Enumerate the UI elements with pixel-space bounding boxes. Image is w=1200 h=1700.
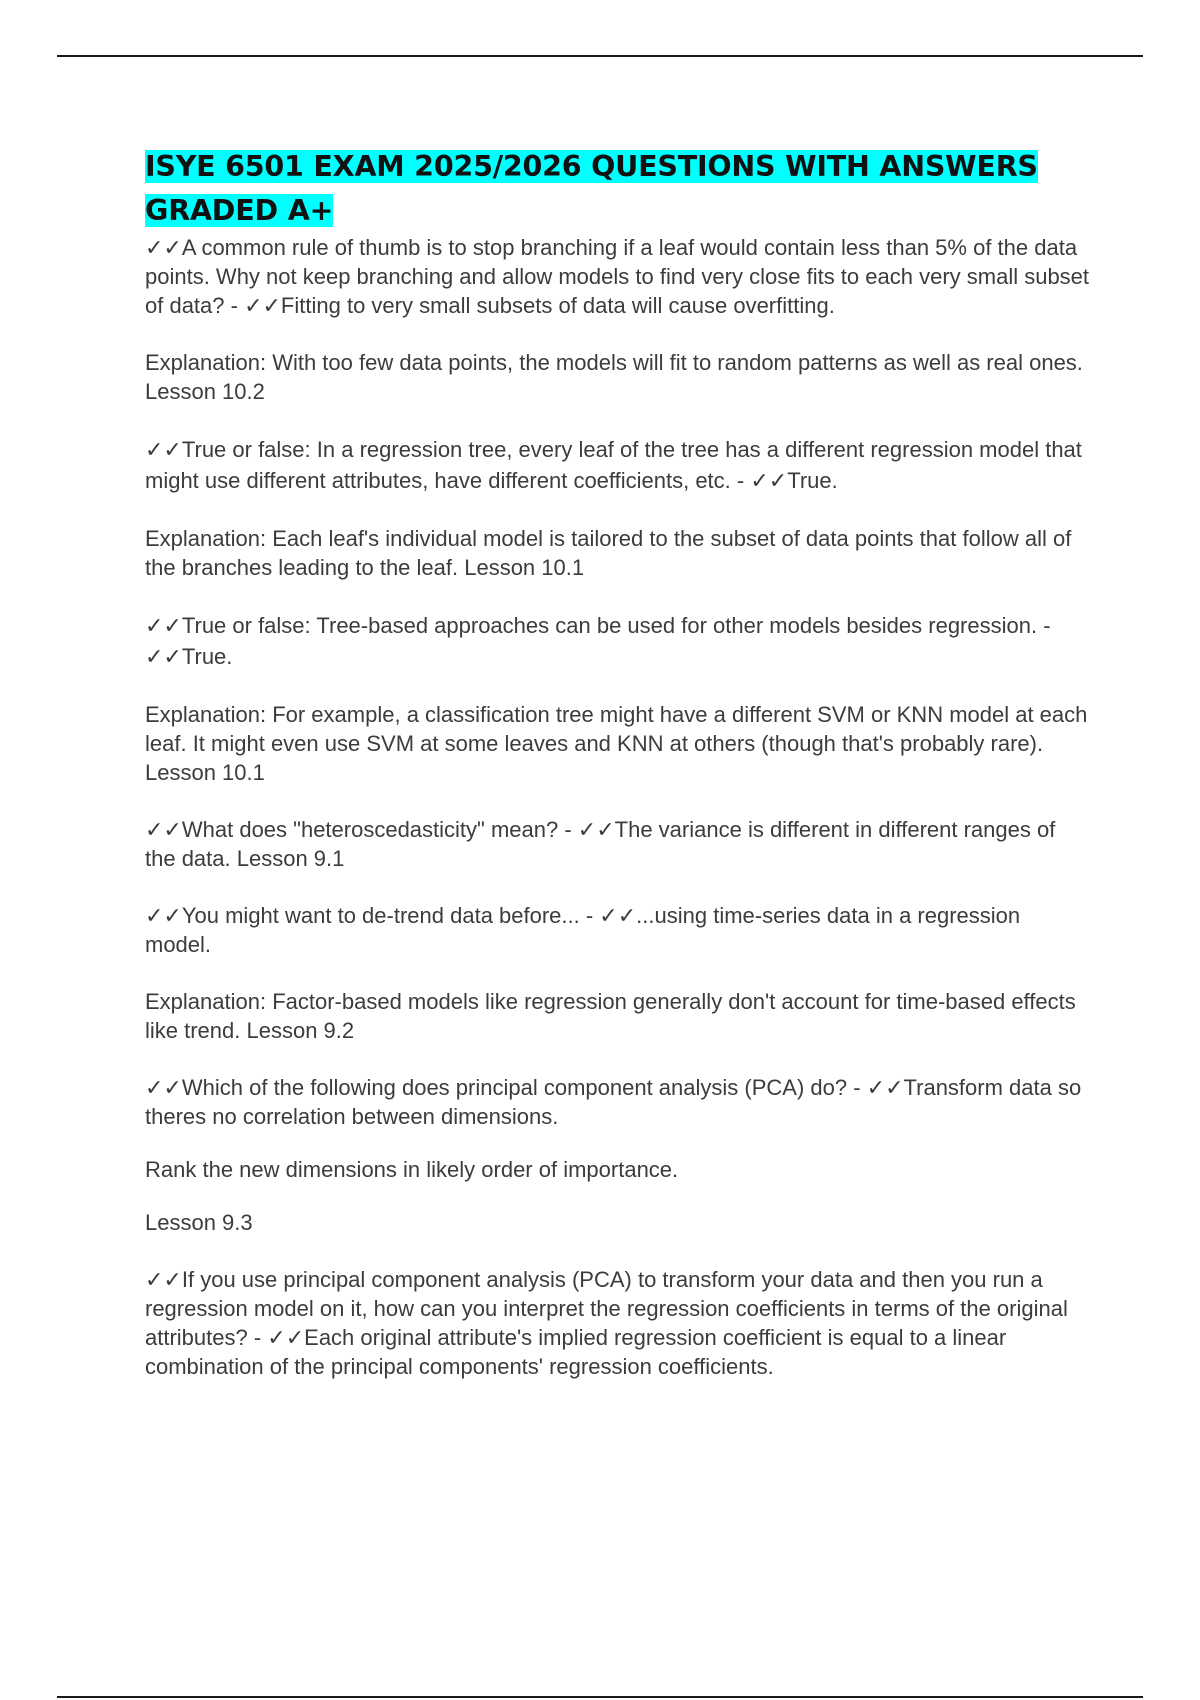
- question-paragraph: ✓✓What does "heteroscedasticity" mean? - ✓✓The variance is different in different ranges of the data. Lesson 9.1: [145, 817, 1056, 871]
- question-paragraph: ✓✓A common rule of thumb is to stop branching if a leaf would contain less than 5% of the data points. Why not keep branching and allow models to find very close fits to each very small subset of data? - ✓✓Fitting to very small subsets of data will cause overfitting.: [145, 235, 1090, 318]
- document-body: [145, 145, 1090, 1381]
- document-title: [145, 145, 1090, 233]
- explanation-paragraph: Explanation: For example, a classification tree might have a different SVM or KNN model at each leaf. It might even use SVM at some leaves and KNN at others (though that's probably rare). Lesson 10.1: [145, 702, 1088, 785]
- title-highlight: ISYE 6501 EXAM 2025/2026 QUESTIONS WITH ANSWERS GRADED A+: [145, 150, 1038, 227]
- question-paragraph: ✓✓Which of the following does principal component analysis (PCA) do? - ✓✓Transform data so theres no correlation between dimensions.: [145, 1075, 1082, 1129]
- explanation-paragraph: Explanation: With too few data points, the models will fit to random patterns as well as real ones. Lesson 10.2: [145, 350, 1083, 404]
- explanation-paragraph: Explanation: Each leaf's individual model is tailored to the subset of data points that follow all of the branches leading to the leaf. Lesson 10.1: [145, 526, 1072, 580]
- lesson-reference: Lesson 9.3: [145, 1210, 253, 1235]
- question-paragraph: ✓✓True or false: In a regression tree, every leaf of the tree has a different regression model that might use different attributes, have different coefficients, etc. - ✓✓True.: [145, 437, 1082, 493]
- footer-rule: [57, 1696, 1143, 1698]
- question-paragraph: ✓✓If you use principal component analysis (PCA) to transform your data and then you run a regression model on it, how can you interpret the regression coefficients in terms of the original attributes? - ✓✓Each original attribute's implied regression coefficient is equal to a linear combination of the principal components' regression coefficients.: [145, 1267, 1068, 1379]
- answer-continuation: Rank the new dimensions in likely order of importance.: [145, 1157, 679, 1182]
- header-rule: [57, 55, 1143, 57]
- question-paragraph: ✓✓You might want to de-trend data before... - ✓✓...using time-series data in a regression model.: [145, 903, 1021, 957]
- question-paragraph: ✓✓True or false: Tree-based approaches can be used for other models besides regression. - ✓✓True.: [145, 613, 1051, 669]
- explanation-paragraph: Explanation: Factor-based models like regression generally don't account for time-based effects like trend. Lesson 9.2: [145, 989, 1076, 1043]
